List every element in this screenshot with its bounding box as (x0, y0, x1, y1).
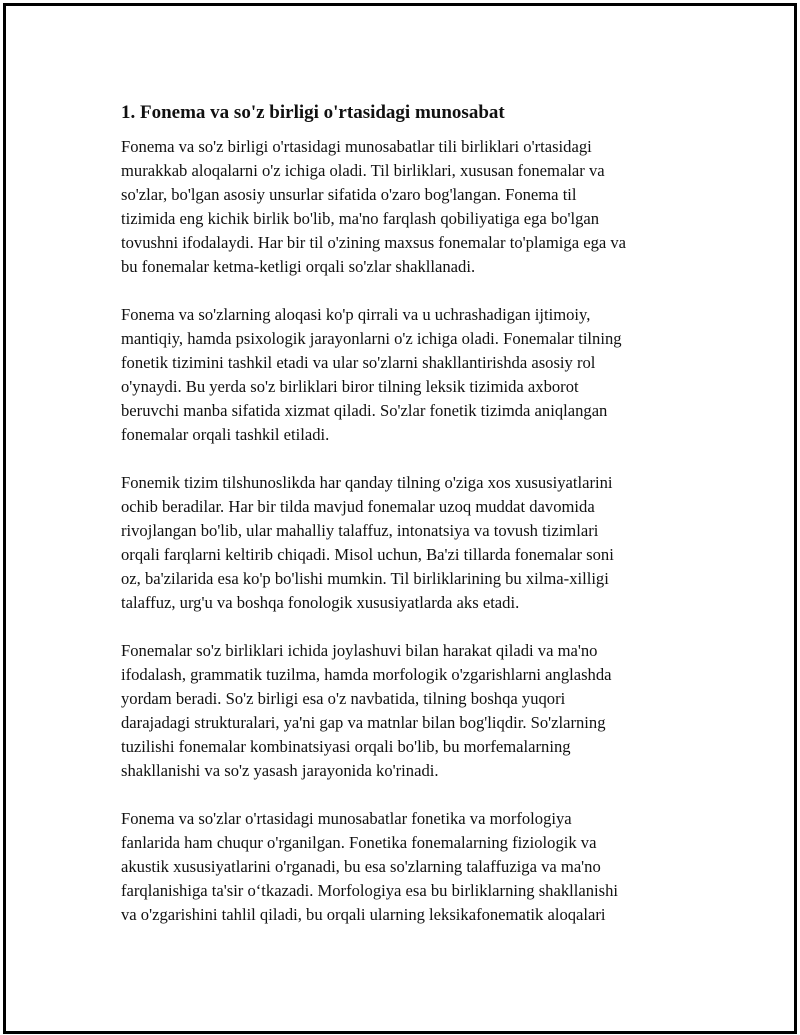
paragraph-2: Fonema va so'zlarning aloqasi ko'p qirrali va u uchrashadigan ijtimoiy, mantiqiy, hamda psixologik jarayonlarni o'z ichiga oladi. Fonemalar tilning fonetik tizimini tashkil etadi va ular so'zlarni shakllantirishda asosiy rol o'ynaydi. Bu yerda so'z birliklari biror tilning leksik tizimida axborot beruvchi manba sifatida xizmat qiladi. So'zlar fonetik tizimda aniqlangan fonemalar orqali tashkil etiladi. (121, 305, 622, 444)
paragraph-1: Fonema va so'z birligi o'rtasidagi munosabatlar tili birliklari o'rtasidagi murakkab aloqalarni o'z ichiga oladi. Til birliklari, xususan fonemalar va so'zlar, bo'lgan asosiy unsurlar sifatida o'zaro bog'langan. Fonema til tizimida eng kichik birlik bo'lib, ma'no farqlash qobiliyatiga ega bo'lgan tovushni ifodalaydi. Har bir til o'zining maxsus fonemalar to'plamiga ega va bu fonemalar ketma-ketligi orqali so'zlar shakllanadi. (121, 137, 627, 276)
document-body (121, 100, 691, 951)
paragraph-3: Fonemik tizim tilshunoslikda har qanday tilning o'ziga xos xususiyatlarini ochib beradilar. Har bir tilda mavjud fonemalar uzoq muddat davomida rivojlangan bo'lib, ular mahalliy talaffuz, intonatsiya va tovush tizimlari orqali farqlarni keltirib chiqadi. Misol uchun, Ba'zi tillarda fonemalar soni oz, ba'zilarida esa ko'p bo'lishi mumkin. Til birliklarining bu xilma-xilligi talaffuz, urg'u va boshqa fonologik xususiyatlarda aks etadi. (121, 473, 614, 612)
paragraph-4: Fonemalar so'z birliklari ichida joylashuvi bilan harakat qiladi va ma'no ifodalash, grammatik tuzilma, hamda morfologik o'zgarishlarni anglashda yordam beradi. So'z birligi esa o'z navbatida, tilning boshqa yuqori darajadagi strukturalari, ya'ni gap va matnlar bilan bog'liqdir. So'zlarning tuzilishi fonemalar kombinatsiyasi orqali bo'lib, bu morfemalarning shakllanishi va so'z yasash jarayonida ko'rinadi. (121, 641, 612, 780)
section-heading: 1. Fonema va so'z birligi o'rtasidagi munosabat (121, 102, 505, 123)
paragraph-5: Fonema va so'zlar o'rtasidagi munosabatlar fonetika va morfologiya fanlarida ham chuqur o'rganilgan. Fonetika fonemalarning fiziologik va akustik xususiyatlarini o'rganadi, bu esa so'zlarning talaffuziga va ma'no farqlanishiga ta'sir o‘tkazadi. Morfologiya esa bu birliklarning shakllanishi va o'zgarishini tahlil qiladi, bu orqali ularning leksikafonematik aloqalari (121, 809, 618, 924)
document-page (3, 3, 797, 1034)
